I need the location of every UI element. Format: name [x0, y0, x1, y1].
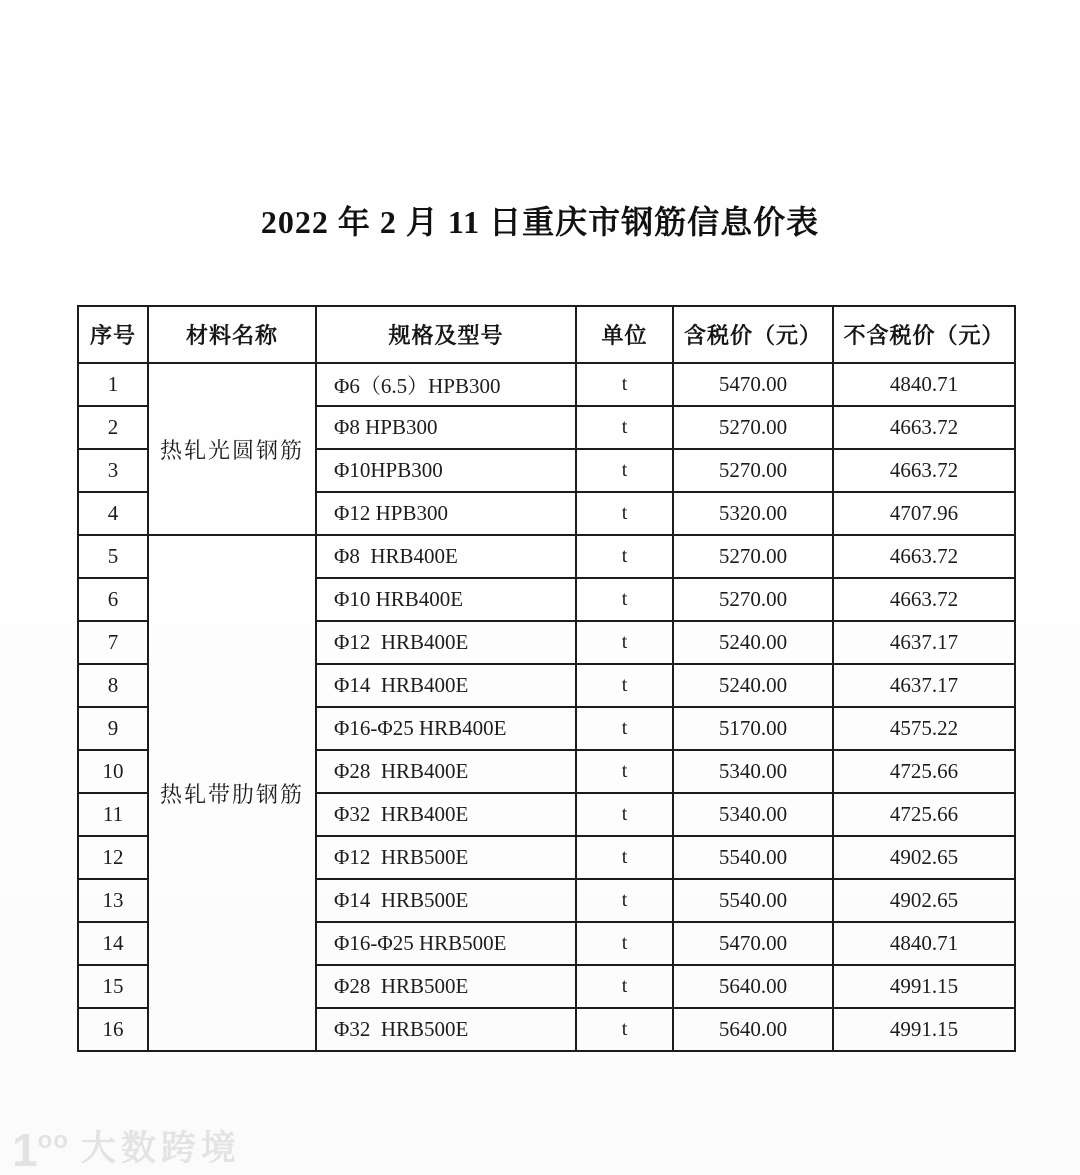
cell-price-incl-tax: 5470.00 [673, 363, 833, 406]
table-row [78, 535, 1015, 578]
cell-price-incl-tax: 5340.00 [673, 750, 833, 793]
cell-serial-number: 6 [78, 578, 148, 621]
watermark [12, 1118, 241, 1173]
cell-unit: t [576, 492, 673, 535]
cell-spec-model: Φ14 HRB400E [316, 664, 576, 707]
cell-price-excl-tax: 4840.71 [833, 922, 1015, 965]
cell-serial-number: 4 [78, 492, 148, 535]
cell-unit: t [576, 664, 673, 707]
cell-spec-model: Φ10 HRB400E [316, 578, 576, 621]
cell-unit: t [576, 621, 673, 664]
cell-serial-number: 9 [78, 707, 148, 750]
cell-price-incl-tax: 5470.00 [673, 922, 833, 965]
cell-material-name: 热轧光圆钢筋 [148, 363, 316, 535]
cell-price-excl-tax: 4707.96 [833, 492, 1015, 535]
cell-spec-model: Φ10HPB300 [316, 449, 576, 492]
price-table [77, 305, 1016, 1052]
cell-price-excl-tax: 4637.17 [833, 621, 1015, 664]
price-table-header [78, 306, 1015, 363]
cell-serial-number: 5 [78, 535, 148, 578]
table-row [78, 363, 1015, 406]
cell-serial-number: 7 [78, 621, 148, 664]
cell-price-excl-tax: 4663.72 [833, 578, 1015, 621]
cell-serial-number: 3 [78, 449, 148, 492]
cell-price-excl-tax: 4575.22 [833, 707, 1015, 750]
cell-price-incl-tax: 5540.00 [673, 836, 833, 879]
cell-serial-number: 16 [78, 1008, 148, 1051]
header-row [78, 306, 1015, 363]
header-spec-model: 规格及型号 [316, 306, 576, 363]
cell-spec-model: Φ8 HRB400E [316, 535, 576, 578]
cell-price-incl-tax: 5240.00 [673, 621, 833, 664]
cell-unit: t [576, 879, 673, 922]
cell-price-incl-tax: 5270.00 [673, 449, 833, 492]
cell-price-incl-tax: 5320.00 [673, 492, 833, 535]
cell-price-excl-tax: 4991.15 [833, 965, 1015, 1008]
cell-serial-number: 15 [78, 965, 148, 1008]
cell-price-excl-tax: 4663.72 [833, 535, 1015, 578]
cell-price-excl-tax: 4663.72 [833, 406, 1015, 449]
cell-serial-number: 2 [78, 406, 148, 449]
cell-unit: t [576, 578, 673, 621]
header-serial-number: 序号 [78, 306, 148, 363]
header-price-incl-tax: 含税价（元） [673, 306, 833, 363]
cell-serial-number: 14 [78, 922, 148, 965]
cell-spec-model: Φ32 HRB500E [316, 1008, 576, 1051]
cell-price-incl-tax: 5340.00 [673, 793, 833, 836]
cell-price-excl-tax: 4663.72 [833, 449, 1015, 492]
price-table-body [78, 363, 1015, 1051]
cell-price-incl-tax: 5270.00 [673, 578, 833, 621]
header-price-excl-tax: 不含税价（元） [833, 306, 1015, 363]
cell-serial-number: 10 [78, 750, 148, 793]
cell-price-excl-tax: 4902.65 [833, 879, 1015, 922]
cell-price-excl-tax: 4725.66 [833, 750, 1015, 793]
watermark-logo-icon: $1^{oo}$ [12, 1124, 69, 1175]
cell-price-excl-tax: 4840.71 [833, 363, 1015, 406]
cell-spec-model: Φ14 HRB500E [316, 879, 576, 922]
cell-material-name: 热轧带肋钢筋 [148, 535, 316, 1051]
cell-spec-model: Φ6（6.5）HPB300 [316, 363, 576, 406]
cell-price-incl-tax: 5640.00 [673, 1008, 833, 1051]
cell-price-excl-tax: 4991.15 [833, 1008, 1015, 1051]
cell-spec-model: Φ28 HRB500E [316, 965, 576, 1008]
cell-unit: t [576, 750, 673, 793]
cell-price-excl-tax: 4637.17 [833, 664, 1015, 707]
cell-spec-model: Φ32 HRB400E [316, 793, 576, 836]
cell-unit: t [576, 1008, 673, 1051]
cell-unit: t [576, 707, 673, 750]
cell-spec-model: Φ12 HRB500E [316, 836, 576, 879]
cell-serial-number: 8 [78, 664, 148, 707]
cell-price-incl-tax: 5240.00 [673, 664, 833, 707]
cell-price-incl-tax: 5270.00 [673, 406, 833, 449]
cell-spec-model: Φ8 HPB300 [316, 406, 576, 449]
cell-unit: t [576, 363, 673, 406]
cell-serial-number: 13 [78, 879, 148, 922]
cell-price-incl-tax: 5540.00 [673, 879, 833, 922]
cell-spec-model: Φ12 HRB400E [316, 621, 576, 664]
cell-spec-model: Φ16-Φ25 HRB400E [316, 707, 576, 750]
header-material-name: 材料名称 [148, 306, 316, 363]
cell-serial-number: 11 [78, 793, 148, 836]
cell-unit: t [576, 793, 673, 836]
cell-spec-model: Φ28 HRB400E [316, 750, 576, 793]
cell-unit: t [576, 836, 673, 879]
cell-unit: t [576, 535, 673, 578]
cell-price-excl-tax: 4725.66 [833, 793, 1015, 836]
cell-price-incl-tax: 5640.00 [673, 965, 833, 1008]
cell-spec-model: Φ12 HPB300 [316, 492, 576, 535]
cell-serial-number: 1 [78, 363, 148, 406]
cell-price-excl-tax: 4902.65 [833, 836, 1015, 879]
cell-unit: t [576, 922, 673, 965]
cell-spec-model: Φ16-Φ25 HRB500E [316, 922, 576, 965]
cell-price-incl-tax: 5170.00 [673, 707, 833, 750]
watermark-text: 大数跨境 [80, 1128, 241, 1168]
cell-unit: t [576, 406, 673, 449]
header-unit: 单位 [576, 306, 673, 363]
cell-serial-number: 12 [78, 836, 148, 879]
page-title: 2022 年 2 月 11 日重庆市钢筋信息价表 [260, 204, 820, 240]
cell-price-incl-tax: 5270.00 [673, 535, 833, 578]
cell-unit: t [576, 965, 673, 1008]
cell-unit: t [576, 449, 673, 492]
